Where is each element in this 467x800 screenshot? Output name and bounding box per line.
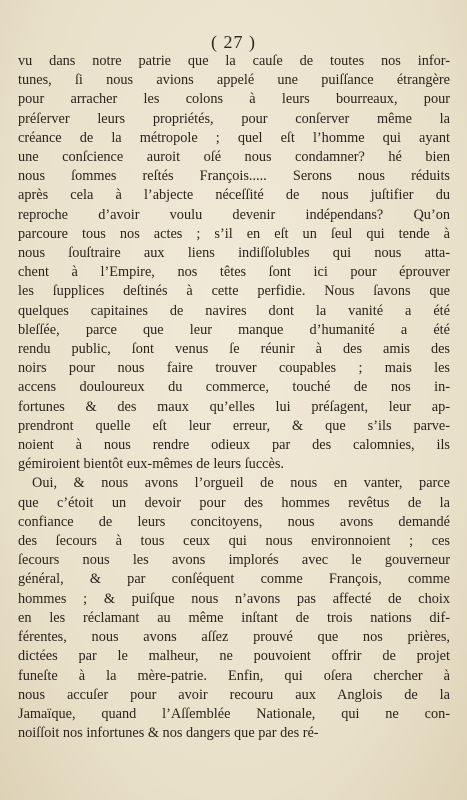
text-line: préſerver leurs propriétés, pour conſerver même la [18,110,450,127]
text-line: noiſſoit nos infortunes & nos dangers que par des ré- [18,725,319,742]
text-line: confiance de leurs concitoyens, nous avons demandé [18,513,450,530]
paragraph [18,52,450,474]
page-body [18,52,450,743]
text-line: après cela à l’abjecte néceſſité de nous juſtifier du [18,187,450,204]
text-line: que c’étoit un devoir pour des hommes revêtus de la [18,494,450,511]
text-line: férentes, nous avons aſſez prouvé que nos prières, [18,629,450,646]
text-line: noient à nous rendre odieux par des calomnies, ils [18,437,450,454]
text-line: les ſupplices deſtinés à cette perfidie. Nous ſavons que [18,283,450,300]
text-line: nous accuſer pour avoir recouru aux Anglois de la [18,686,450,703]
text-line: créance de la métropole ; quel eſt l’homme qui ayant [18,129,450,146]
text-line: prendront quelle eſt leur erreur, & que s’ils parve- [18,417,450,434]
text-line: reproche d’avoir voulu devenir indépendans? Qu’on [18,206,450,223]
paragraph [18,474,450,743]
text-line: bleſſée, parce que leur manque d’humanité a été [18,321,450,338]
text-line: accens douloureux du commerce, touché de nos in- [18,379,450,396]
text-line: rendu public, ſont venus ſe réunir à des amis des [18,341,450,358]
text-line: nous ſommes reſtés François..... Serons nous réduits [18,168,450,185]
text-line: funeſte à la mère-patrie. Enfin, qui oſera chercher à [18,667,450,684]
text-line: pour arracher les colons à leurs bourreaux, pour [18,91,450,108]
text-line: hommes ; & puiſque nous n’avons pas affecté de choix [18,590,450,607]
text-line: nous ſouſtraire aux liens indiſſolubles qui nous atta- [18,245,450,262]
page-number: ( 27 ) [211,32,256,52]
text-line: ſecours nous les avons implorés avec le gouverneur [18,552,450,569]
text-line: fortunes & des maux qu’elles lui préſagent, leur ap- [18,398,450,415]
text-line: chent à l’Empire, nos têtes ſont ici pour éprouver [18,264,450,281]
text-line: en les réclamant au même inſtant de trois nations dif- [18,609,450,626]
text-line: gémiroient bientôt eux-mêmes de leurs ſuccès. [18,456,284,473]
text-line: dictées par le malheur, ne pouvoient offrir de projet [18,648,450,665]
text-line: tunes, ſi nous avions appelé une puiſſance étrangère [18,72,450,89]
text-line: Jamaïque, quand l’Aſſemblée Nationale, qui ne con- [18,705,450,722]
text-line: Oui, & nous avons l’orgueil de nous en vanter, parce [32,475,450,492]
text-line: quelques capitaines de navires dont la vanité a été [18,302,450,319]
text-line: parcoure tous nos actes ; s’il en eſt un ſeul qui tende à [18,225,450,242]
text-line: général, & par conſéquent comme François, comme [18,571,450,588]
text-line: des ſecours à tous ceux qui nous environnoient ; ces [18,533,450,550]
text-line: vu dans notre patrie que la cauſe de toutes nos infor- [18,53,450,69]
text-line: noirs pour nous faire trouver coupables ; mais les [18,360,450,377]
text-line: une conſcience auroit oſé nous condamner? hé bien [18,149,450,166]
